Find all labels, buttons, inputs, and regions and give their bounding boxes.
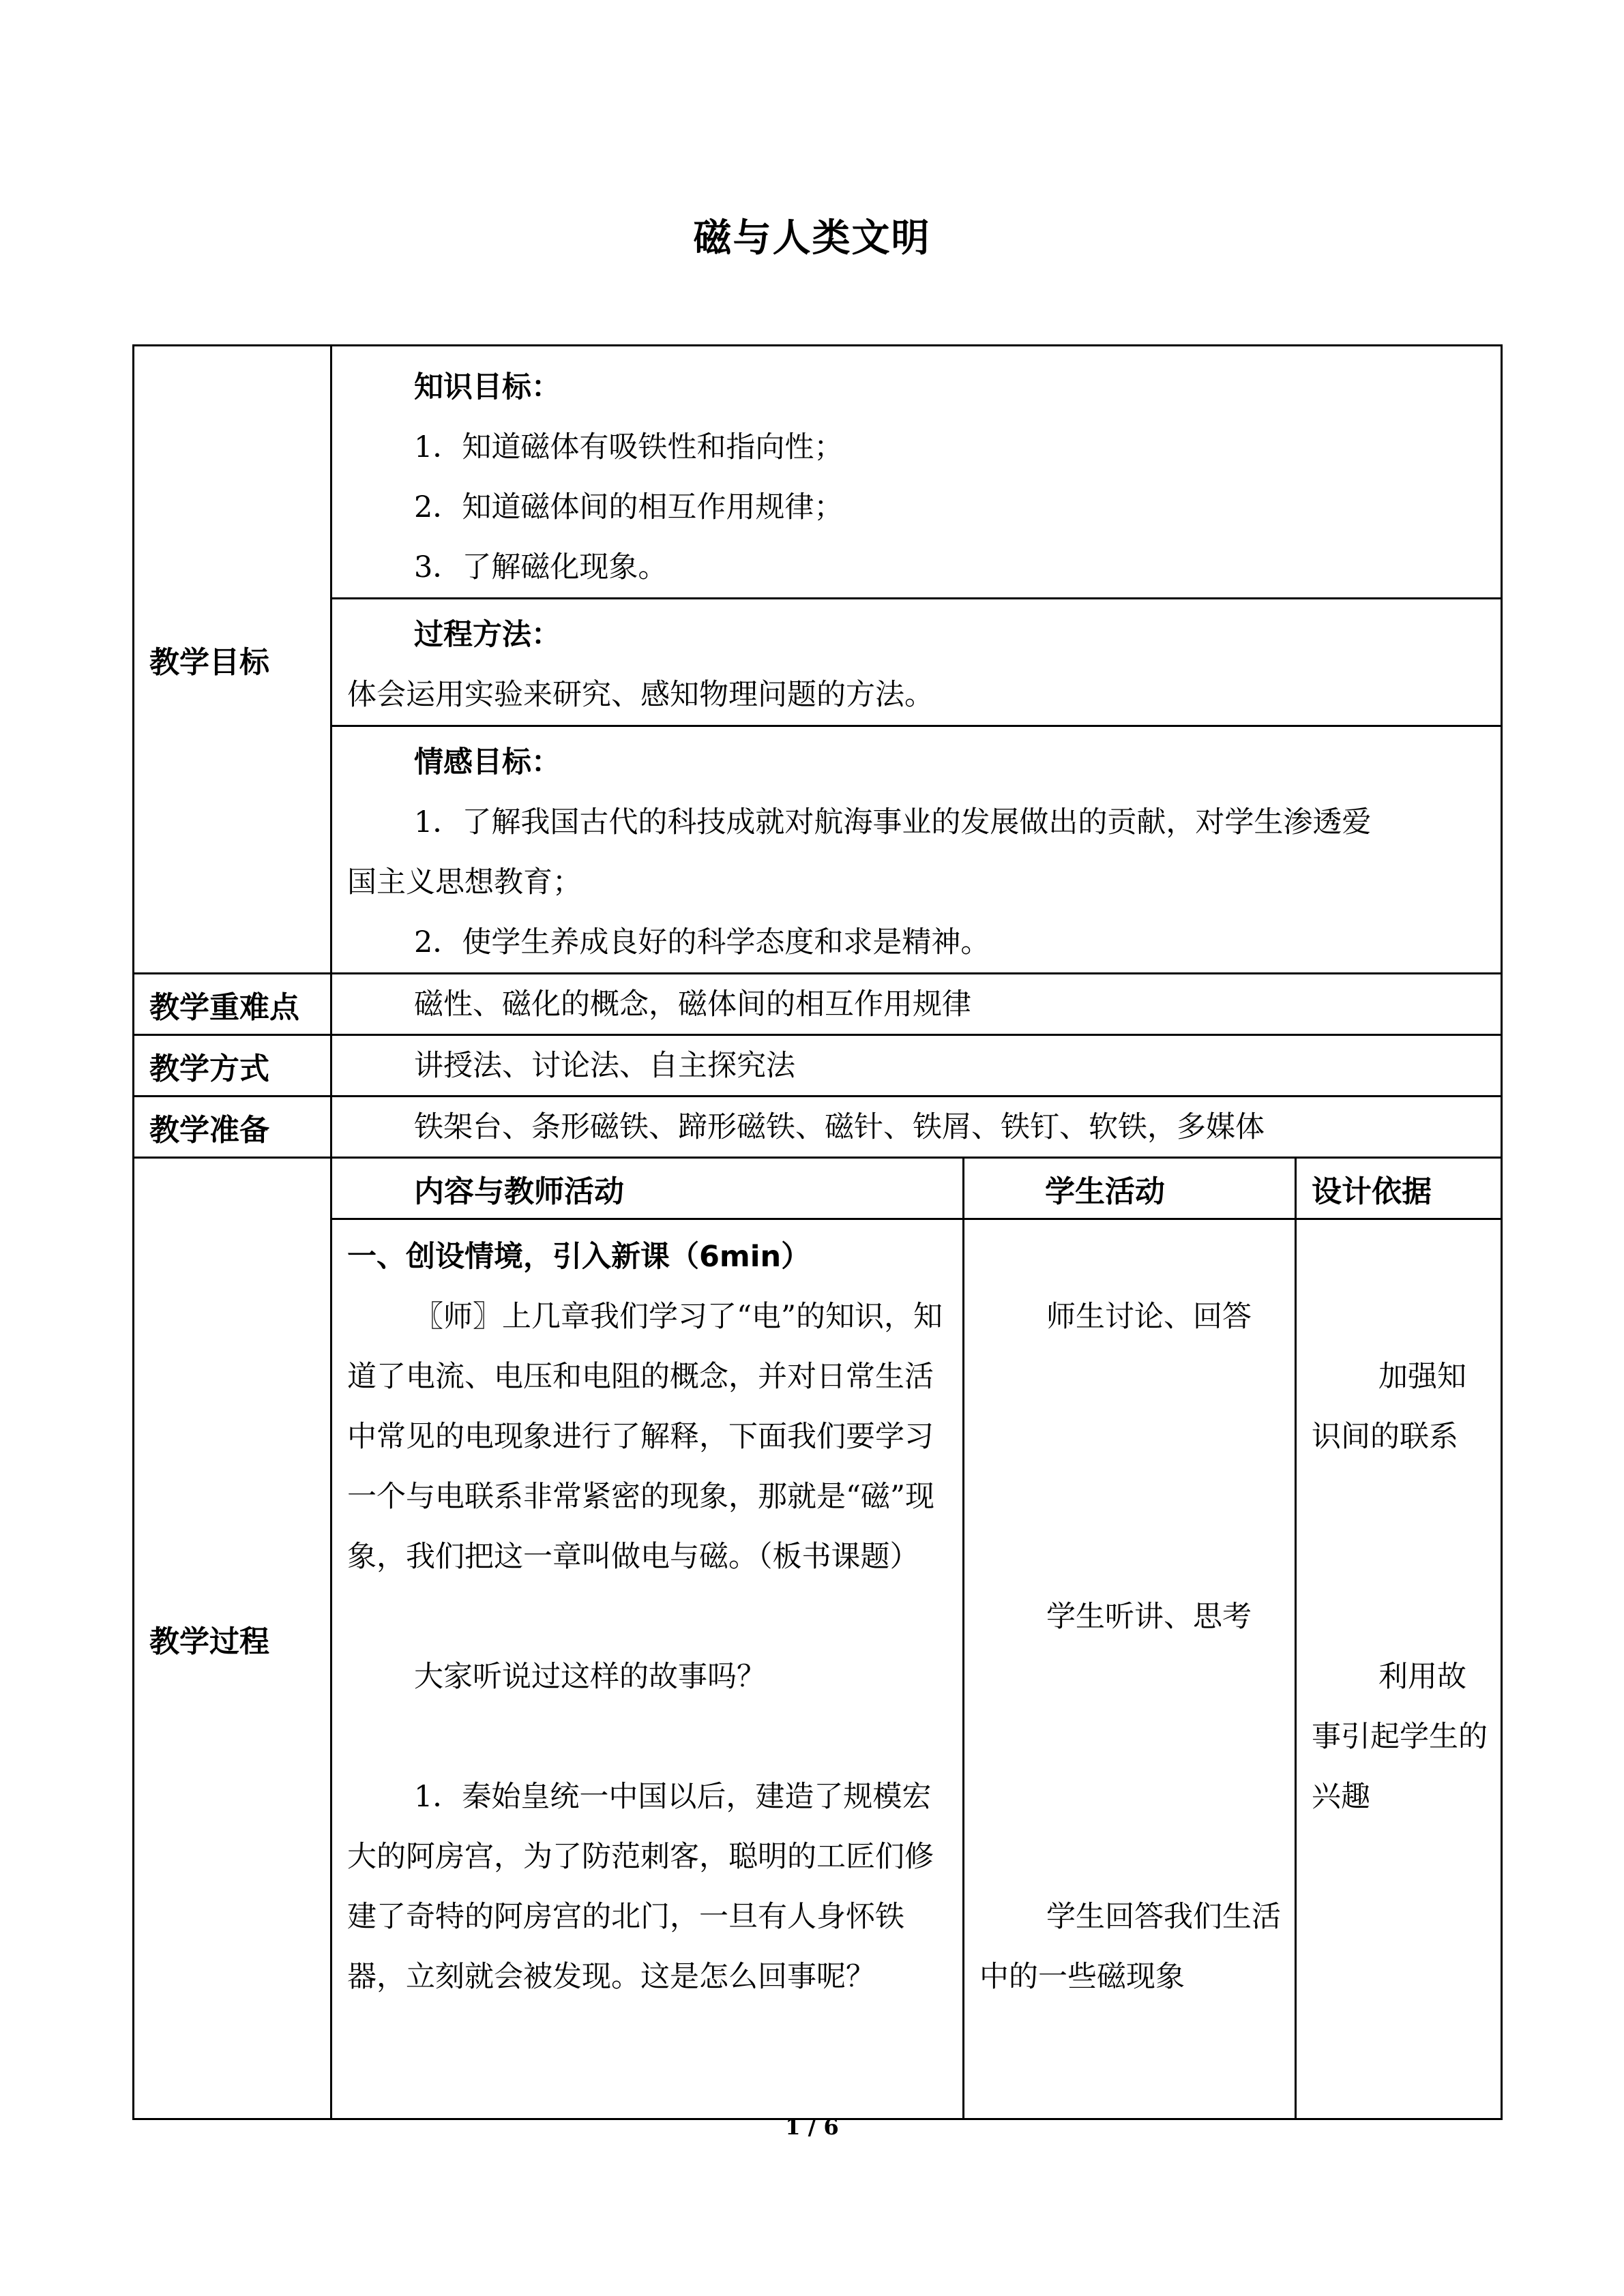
page-number: 1 / 6 — [785, 2114, 839, 2140]
method-cell — [331, 1035, 1502, 1097]
process-content-row — [134, 1219, 1502, 2119]
emotion-goal-item: 1．了解我国古代的科技成就对航海事业的发展做出的贡献，对学生渗透爱 — [414, 805, 1372, 839]
method-label: 教学方式 — [134, 1035, 331, 1097]
process-header-row — [134, 1158, 1502, 1219]
process-goals-text: 体会运用实验来研究、感知物理问题的方法。 — [347, 678, 934, 712]
emotion-goals-row — [134, 726, 1502, 974]
preparation-row — [134, 1097, 1502, 1158]
knowledge-goals-cell — [331, 346, 1502, 599]
process-goals-cell — [331, 599, 1502, 726]
process-label: 教学过程 — [134, 1158, 331, 2119]
knowledge-goals-heading: 知识目标： — [414, 370, 561, 404]
emotion-goal-item-continuation: 国主义思想教育； — [347, 865, 582, 899]
preparation-cell — [331, 1097, 1502, 1158]
teacher-paragraph: 大家听说过这样的故事吗？ — [414, 1660, 766, 1694]
design-basis: 加强知识间的联系 — [1312, 1360, 1466, 1454]
student-activity: 学生听讲、思考 — [1046, 1600, 1252, 1634]
knowledge-goal-item: 2．知道磁体间的相互作用规律； — [414, 490, 844, 524]
section-heading: 一、创设情境，引入新课（6min） — [347, 1240, 811, 1274]
key-points-cell — [331, 974, 1502, 1035]
key-points-label: 教学重难点 — [134, 974, 331, 1035]
design-basis: 利用故事引起学生的兴趣 — [1312, 1660, 1488, 1814]
design-basis-cell — [1296, 1219, 1502, 2119]
col-basis-header: 设计依据 — [1296, 1158, 1502, 1219]
preparation-text: 铁架台、条形磁铁、蹄形磁铁、磁针、铁屑、铁钉、软铁，多媒体 — [414, 1109, 1265, 1144]
lesson-plan-table — [132, 344, 1503, 2120]
knowledge-goal-item: 3．了解磁化现象。 — [414, 550, 668, 584]
teacher-activity-cell — [331, 1219, 964, 2119]
teacher-paragraph: 1．秦始皇统一中国以后，建造了规模宏大的阿房宫，为了防范刺客，聪明的工匠们修建了奇特的阿房宫的北门，一旦有人身怀铁器，立刻就会被发现。这是怎么回事呢？ — [347, 1780, 934, 1994]
student-activity: 学生回答我们生活中的一些磁现象 — [979, 1900, 1281, 1994]
process-goals-row — [134, 599, 1502, 726]
knowledge-goal-item: 1．知道磁体有吸铁性和指向性； — [414, 430, 844, 464]
student-activity: 师生讨论、回答 — [1046, 1300, 1252, 1334]
key-points-row — [134, 974, 1502, 1035]
knowledge-goals-row — [134, 346, 1502, 599]
objectives-label: 教学目标 — [134, 346, 331, 974]
emotion-goal-item: 2．使学生养成良好的科学态度和求是精神。 — [414, 925, 990, 959]
emotion-goals-heading: 情感目标： — [414, 745, 561, 779]
method-row — [134, 1035, 1502, 1097]
process-goals-heading: 过程方法： — [414, 618, 561, 652]
student-activity-cell — [964, 1219, 1296, 2119]
col-student-header: 学生活动 — [964, 1158, 1296, 1219]
page-title: 磁与人类文明 — [693, 216, 931, 260]
key-points-text: 磁性、磁化的概念，磁体间的相互作用规律 — [414, 987, 971, 1022]
emotion-goals-cell — [331, 726, 1502, 974]
col-teacher-header: 内容与教师活动 — [331, 1158, 964, 1219]
preparation-label: 教学准备 — [134, 1097, 331, 1158]
teacher-paragraph: 〖师〗上几章我们学习了“电”的知识，知道了电流、电压和电阻的概念，并对日常生活中常见的电现象进行了解释，下面我们要学习一个与电联系非常紧密的现象，那就是“磁”现象，我们把这一章叫做电与磁。（板书课题） — [347, 1300, 943, 1574]
method-text: 讲授法、讨论法、自主探究法 — [414, 1048, 795, 1083]
